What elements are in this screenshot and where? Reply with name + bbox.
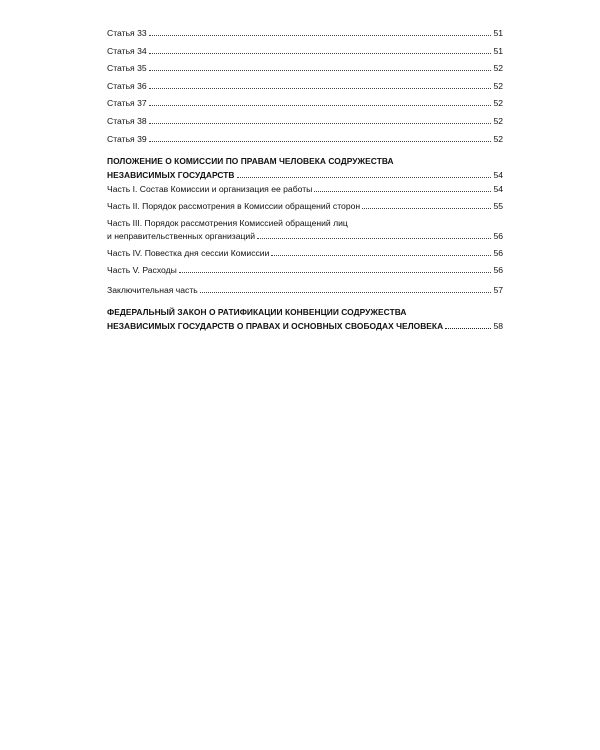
toc-entry-title: Заключительная часть	[107, 284, 198, 295]
toc-entry-title: Статья 35	[107, 63, 147, 74]
dot-leader	[149, 35, 492, 36]
dot-leader	[362, 208, 491, 209]
toc-entry-title: Статья 36	[107, 80, 147, 91]
toc-entry-article-38	[107, 116, 503, 126]
section-heading-entry	[107, 321, 503, 331]
dot-leader	[257, 238, 491, 239]
dot-leader	[271, 255, 491, 256]
toc-entry-title: Часть I. Состав Комиссии и организация ее работы	[107, 183, 313, 194]
toc-entry-title: Часть V. Расходы	[107, 264, 177, 275]
section-heading-entry	[107, 170, 503, 180]
toc-entry-page: 52	[493, 63, 503, 74]
toc-entry-part-3	[107, 218, 503, 241]
dot-leader	[445, 328, 491, 329]
dot-leader	[200, 292, 492, 293]
toc-entry-part-1	[107, 184, 503, 194]
toc-entry-title-line-1: Часть III. Порядок рассмотрения Комиссией обращений лиц	[107, 217, 348, 228]
toc-entry-title: Статья 37	[107, 98, 147, 109]
toc-entry-closing-part	[107, 285, 503, 295]
section-heading-line-2: НЕЗАВИСИМЫХ ГОСУДАРСТВ О ПРАВАХ И ОСНОВНЫХ СВОБОДАХ ЧЕЛОВЕКА	[107, 320, 444, 331]
toc-entry-page: 54	[493, 169, 503, 180]
toc-entry-article-37	[107, 98, 503, 108]
dot-leader	[149, 53, 492, 54]
toc-entry-page: 56	[493, 264, 503, 275]
toc-entry-title: Статья 38	[107, 115, 147, 126]
toc-entry-article-36	[107, 81, 503, 91]
toc-entry-page: 52	[493, 98, 503, 109]
toc-entry-article-39	[107, 134, 503, 144]
section-heading-line-1: ПОЛОЖЕНИЕ О КОМИССИИ ПО ПРАВАМ ЧЕЛОВЕКА СОДРУЖЕСТВА	[107, 155, 394, 166]
toc-entry-page: 52	[493, 115, 503, 126]
toc-entry-title: Часть IV. Повестка дня сессии Комиссии	[107, 247, 270, 258]
toc-entry-part-5	[107, 265, 503, 275]
toc-entry-page: 56	[493, 247, 503, 258]
toc-entry-page: 55	[493, 200, 503, 211]
toc-entry-page: 51	[493, 28, 503, 38]
toc-entry-title: Статья 33	[107, 28, 147, 38]
toc-entry-part-3-last-line	[107, 231, 503, 241]
toc-entry-part-4	[107, 248, 503, 258]
dot-leader	[149, 141, 492, 142]
toc-entry-title: Статья 39	[107, 133, 147, 144]
section-heading-line-2: НЕЗАВИСИМЫХ ГОСУДАРСТВ	[107, 169, 235, 180]
toc-entry-page: 58	[493, 320, 503, 331]
toc-entry-title: Статья 34	[107, 45, 147, 56]
toc-entry-part-2	[107, 201, 503, 211]
table-of-contents	[107, 28, 503, 331]
toc-entry-article-33	[107, 28, 503, 38]
toc-entry-article-35	[107, 63, 503, 73]
dot-leader	[149, 70, 492, 71]
toc-entry-page: 54	[493, 183, 503, 194]
dot-leader	[314, 191, 491, 192]
toc-entry-article-34	[107, 46, 503, 56]
toc-entry-page: 51	[493, 45, 503, 56]
dot-leader	[149, 88, 492, 89]
toc-entry-page: 52	[493, 80, 503, 91]
dot-leader	[149, 123, 492, 124]
toc-section-regulation	[107, 156, 503, 180]
toc-entry-title: Часть II. Порядок рассмотрения в Комиссии обращений сторон	[107, 200, 361, 211]
toc-entry-title-line-2: и неправительственных организаций	[107, 230, 256, 241]
dot-leader	[237, 177, 492, 178]
section-heading-line-1: ФЕДЕРАЛЬНЫЙ ЗАКОН О РАТИФИКАЦИИ КОНВЕНЦИИ СОДРУЖЕСТВА	[107, 306, 407, 317]
toc-section-federal-law	[107, 307, 503, 331]
toc-entry-page: 52	[493, 133, 503, 144]
toc-entry-page: 56	[493, 230, 503, 241]
dot-leader	[179, 272, 492, 273]
toc-entry-page: 57	[493, 284, 503, 295]
dot-leader	[149, 105, 492, 106]
